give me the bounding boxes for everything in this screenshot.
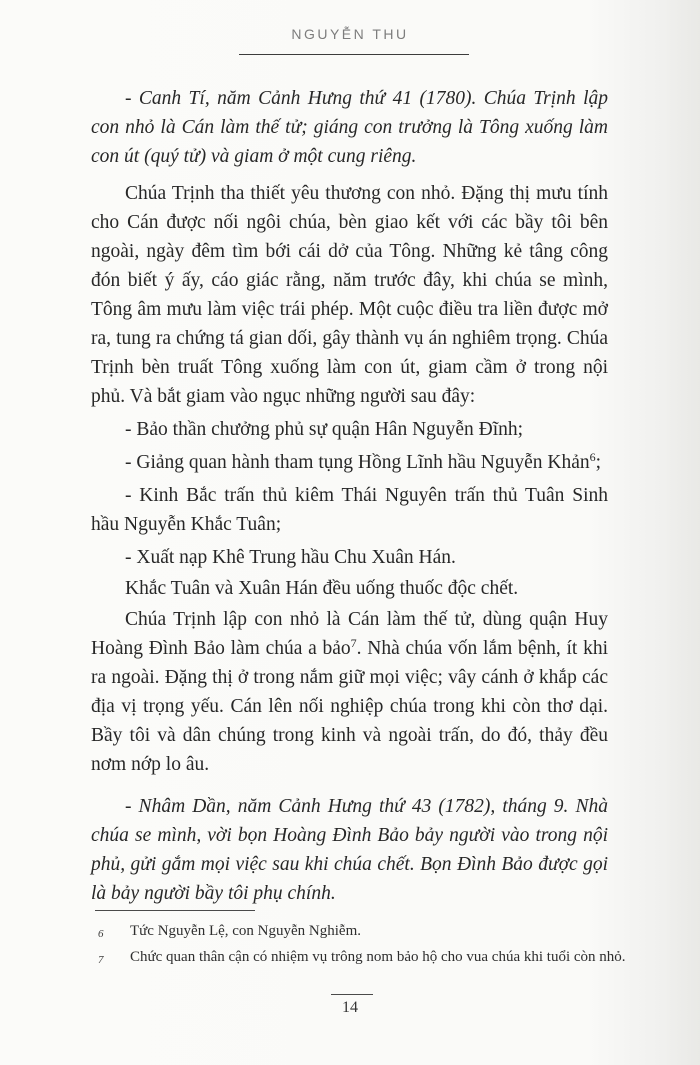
paragraph-commentary-1: Chúa Trịnh tha thiết yêu thương con nhỏ. Đặng thị mưu tính cho Cán được nối ngôi chúa, bèn giao kết với các bầy tôi bên ngoài, ngày đêm tìm bới cái dở của Tông. Những kẻ tâng công đón biết ý ấy, cáo giác rằng, năm trước đây, khi chúa se mình, Tông âm mưu làm việc trái phép. Một cuộc điều tra liền được mở ra, tung ra chứng tá gian dối, gây thành vụ án nghiêm trọng. Chúa Trịnh bèn truất Tông xuống làm con út, giam cầm ở trong nội phủ. Và bắt giam vào ngục những người sau đây: [91,183,608,407]
list-item-chu-xuan-han: - Xuất nạp Khê Trung hầu Chu Xuân Hán. [125,547,456,568]
list-item-nguyen-khan-text: - Giảng quan hành tham tụng Hồng Lĩnh hầu Nguyễn Khản [125,452,590,473]
list-item-nguyen-dinh: - Bảo thần chưởng phủ sự quận Hân Nguyễn Đĩnh; [125,419,524,440]
header-rule [239,54,469,55]
paragraph-commentary-2-text: Chúa Trịnh lập con nhỏ là Cán làm thế tử, dùng quận Huy Hoàng Đình Bảo làm chúa a bảo [91,609,608,659]
footnote-6 [91,918,651,944]
list-item-nguyen-khac-tuan: - Kinh Bắc trấn thủ kiêm Thái Nguyên trấn thủ Tuân Sinh hầu Nguyễn Khắc Tuân; [91,485,608,535]
footnote-7-text: Chức quan thân cận có nhiệm vụ trông nom bảo hộ cho vua chúa khi tuổi còn nhỏ. [130,949,626,965]
page-body [91,84,608,908]
footnote-7 [91,944,651,970]
paragraph-poison-death: Khắc Tuân và Xuân Hán đều uống thuốc độc chết. [125,578,519,599]
footnote-ref-6: 6 [589,450,596,464]
footnotes [91,918,651,970]
list-item-nguyen-khan-tail: ; [595,452,602,473]
running-header-author: NGUYỄN THU [291,26,409,42]
page-number: 14 [342,999,358,1016]
list-item-nguyen-khan [91,448,608,477]
footnote-ref-7: 7 [350,636,357,650]
paragraph-commentary-2-tail: . Nhà chúa vốn lắm bệnh, ít khi ra ngoài. Đặng thị ở trong nắm giữ mọi việc; vây cánh ở khắp các địa vị trọng yếu. Cán lên nối nghiệp chúa trong khi còn thơ dại. Bầy tôi và dân chúng trong kinh và ngoài trấn, do đó, thảy đều nơm nớp lo âu. [91,638,609,775]
footnote-7-marker: 7 [98,954,104,966]
footnote-6-text: Tức Nguyễn Lệ, con Nguyễn Nghiễm. [130,923,361,939]
page-number-rule [331,994,373,995]
paragraph-chronicle-1782: - Nhâm Dần, năm Cảnh Hưng thứ 43 (1782), tháng 9. Nhà chúa se mình, vời bọn Hoàng Đình Bảo bảy người vào trong nội phủ, gửi gắm mọi việc sau khi chúa chết. Bọn Đình Bảo được gọi là bảy người bầy tôi phụ chính. [91,796,608,904]
paragraph-commentary-2 [91,605,608,779]
footnote-separator [95,910,255,911]
footnote-6-marker: 6 [98,928,104,940]
paragraph-chronicle-1780: - Canh Tí, năm Cảnh Hưng thứ 41 (1780). Chúa Trịnh lập con nhỏ là Cán làm thế tử; giáng con trưởng là Tông xuống làm con út (quý tử) và giam ở một cung riêng. [91,88,608,167]
